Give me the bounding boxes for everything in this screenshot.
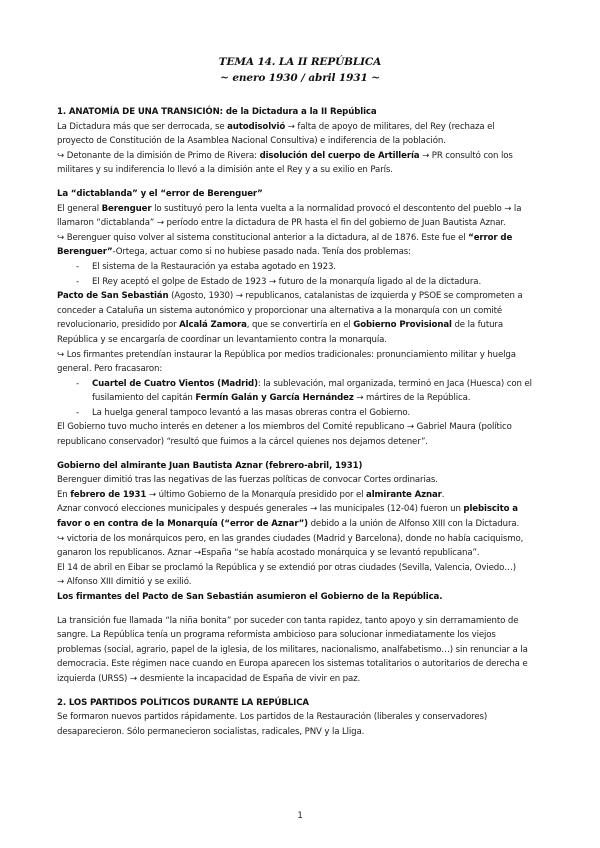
paragraph-line: republicano conservador) “resultó que fuimos a la cárcel quienes nos dejamos detener”.	[57, 437, 428, 448]
paragraph-line: ↪ victoria de los monárquicos pero, en las grandes ciudades (Madrid y Barcelona), donde no había caciquismo,	[57, 533, 524, 544]
section-dictablanda-heading: La “dictablanda” y el “error de Berenguer”	[57, 188, 263, 199]
paragraph-line: El 14 de abril en Eibar se proclamó la República y se extendió por otras ciudades (Sevilla, Valencia, Oviedo…)	[57, 562, 516, 573]
paragraph-line: llamaron “dictablanda” → período entre la dictadura de PR hasta el fin del gobierno de Juan Bautista Aznar.	[57, 218, 506, 229]
paragraph-line: Pacto de San Sebastián (Agosto, 1930) → republicanos, catalanistas de izquierda y PSOE se comprometen a	[57, 291, 523, 302]
paragraph-line: El Gobierno tuvo mucho interés en detener a los miembros del Comité republicano → Gabriel Maura (político	[57, 422, 512, 433]
paragraph-line: ↪ Berenguer quiso volver al sistema constitucional anterior a la dictadura, al de 1876. Este fue el “error de	[57, 232, 513, 243]
paragraph-line-bold: Los firmantes del Pacto de San Sebastián asumieron el Gobierno de la República.	[57, 592, 443, 602]
paragraph-line: ↪ Detonante de la dimisión de Primo de Rivera: disolución del cuerpo de Artillería → PR consultó con los	[57, 150, 513, 161]
paragraph-line: República y se encargaría de coordinar un levantamiento contra la monarquía.	[57, 334, 387, 345]
section-2-heading: 2. LOS PARTIDOS POLÍTICOS DURANTE LA REPÚBLICA	[57, 697, 309, 708]
paragraph-line: → Alfonso XIII dimitió y se exilió.	[57, 577, 192, 588]
list-item: - El sistema de la Restauración ya estaba agotado en 1923.	[76, 261, 336, 272]
paragraph-line: La Dictadura más que ser derrocada, se autodisolvió → falta de apoyo de militares, del Rey (rechaza el	[57, 121, 495, 132]
paragraph-line: desaparecieron. Sólo permanecieron socialistas, radicales, PNV y la Lliga.	[57, 726, 365, 737]
document-title: TEMA 14. LA II REPÚBLICA	[218, 56, 382, 68]
paragraph-line: El general Berenguer lo sustituyó pero la lenta vuelta a la normalidad provocó el descontento del pueblo → la	[57, 203, 522, 214]
paragraph-line: Berenguer dimitió tras las negativas de las fuerzas políticas de convocar Cortes ordinarias.	[57, 475, 438, 486]
paragraph-line: izquierda (URSS) → desmiente la incapacidad de España de vivir en paz.	[57, 673, 361, 684]
paragraph-line: conceder a Cataluña un sistema autonómico y proporcionar una alternativa a la monarquía con un comité	[57, 305, 503, 316]
paragraph-line: La transición fue llamada “la niña bonita” por suceder con tanta rapidez, tanto apoyo y sin derramamiento de	[57, 615, 519, 626]
list-item: - La huelga general tampoco levantó a las masas obreras contra el Gobierno.	[76, 407, 410, 418]
paragraph-line: Berenguer”-Ortega, actuar como si no hubiese pasado nada. Tenía dos problemas:	[57, 247, 411, 258]
paragraph-line: En febrero de 1931 → último Gobierno de la Monarquía presidido por el almirante Aznar.	[57, 489, 445, 500]
paragraph-line: Aznar convocó elecciones municipales y después generales → las municipales (12-04) fueron un plebiscito a	[57, 504, 518, 515]
section-1-heading: 1. ANATOMÍA DE UNA TRANSICIÓN: de la Dictadura a la II República	[57, 107, 377, 117]
list-item: - Cuartel de Cuatro Vientos (Madrid): la sublevación, mal organizada, terminó en Jaca (Huesca) con el	[76, 378, 532, 389]
paragraph-line: ganaron los republicanos. Aznar →España “se había acostado monárquica y se levantó republicana”.	[57, 548, 480, 559]
paragraph-line: Se formaron nuevos partidos rápidamente. Los partidos de la Restauración (liberales y conservadores)	[57, 712, 488, 723]
paragraph-line: proyecto de Constitución de la Asamblea Nacional Consultiva) e indiferencia de la población.	[57, 136, 446, 147]
paragraph-line: favor o en contra de la Monarquía (“error de Aznar”) debido a la unión de Alfonso XIII con la Dictadura.	[57, 519, 520, 530]
page-number: 1	[297, 811, 303, 821]
document-subtitle: ~ enero 1930 / abril 1931 ~	[220, 72, 380, 84]
list-item: - El Rey aceptó el golpe de Estado de 1923 → futuro de la monarquía ligado al de la dictadura.	[76, 276, 482, 287]
paragraph-line: revolucionario, presidido por Alcalá Zamora, que se convertiría en el Gobierno Provisional de la futura	[57, 320, 503, 331]
paragraph-line: problemas (social, agrario, papel de la iglesia, de los militares, nacionalismo, analfabetismo…) sin renunciar a la	[57, 644, 528, 655]
paragraph-line: democracia. Este régimen nace cuando en Europa aparecen los sistemas totalitarios o autoritarios de derecha e	[57, 659, 528, 670]
paragraph-line: sangre. La República tenía un programa reformista ambicioso para solucionar inmediatamente los viejos	[57, 630, 496, 641]
section-aznar-heading: Gobierno del almirante Juan Bautista Aznar (febrero-abril, 1931)	[57, 460, 363, 471]
list-item-continuation: fusilamiento del capitán Fermín Galán y García Hernández → mártires de la República.	[92, 393, 471, 404]
paragraph-line: general. Pero fracasaron:	[57, 364, 163, 375]
paragraph-line: militares y su indiferencia lo llevó a la dimisión ante el Rey y a su exilio en París.	[57, 165, 393, 176]
document-body	[57, 105, 543, 739]
paragraph-line: ↪ Los firmantes pretendían instaurar la República por medios tradicionales: pronunciamiento militar y huelga	[57, 349, 516, 360]
